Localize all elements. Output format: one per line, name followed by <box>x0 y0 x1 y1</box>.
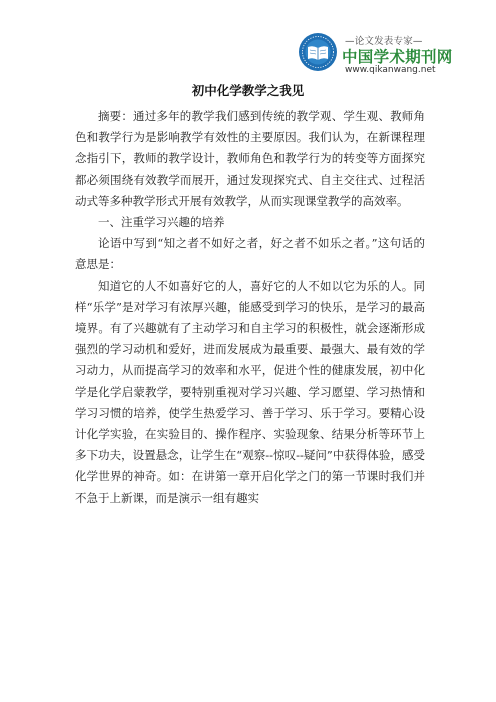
logo-tagline: —论文发表专家— <box>345 36 423 47</box>
document-body <box>75 106 425 509</box>
logo-name: 中国学术期刊网 <box>342 48 453 66</box>
section-heading: 一、注重学习兴趣的培养 <box>98 215 225 230</box>
document-title: 初中化学教学之我见 <box>191 83 305 98</box>
book-emblem-icon <box>298 32 338 72</box>
abstract-paragraph: 摘要：通过多年的教学我们感到传统的教学观、学生观、教师角色和教学行为是影响教学有效性的主要原因。我们认为，在新课程理念指引下，教师的教学设计，教师角色和教学行为的转变等方面探究都必须围绕有效教学而展开，通过发现探究式、自主交往式、过程活动式等多种教学形式开展有效教学，从而实现课堂教学的高效率。 <box>75 109 425 208</box>
body-paragraph: 论语中写到“知之者不如好之者，好之者不如乐之者。”这句话的意思是： <box>75 236 425 272</box>
logo-url: www.qikanwang.net <box>345 65 436 75</box>
site-logo <box>298 30 468 78</box>
body-paragraph: 知道它的人不如喜好它的人，喜好它的人不如以它为乐的人。同样“乐学”是对学习有浓厚兴趣，能感受到学习的快乐，是学习的最高境界。有了兴趣就有了主动学习和自主学习的积极性，就会逐渐形成强烈的学习动机和爱好，进而发展成为最重要、最强大、最有效的学习动力，从而提高学习的效率和水平，促进个性的健康发展，初中化学是化学启蒙教学，要特别重视对学习兴趣、学习愿望、学习热情和学习习惯的培养，使学生热爱学习、善于学习、乐于学习。要精心设计化学实验，在实验目的、操作程序、实验现象、结果分析等环节上多下功夫，设置悬念，让学生在“观察--惊叹--疑问”中获得体验，感受化学世界的神奇。如：在讲第一章开启化学之门的第一节课时我们并不急于上新课，而是演示一组有趣实 <box>75 278 425 505</box>
